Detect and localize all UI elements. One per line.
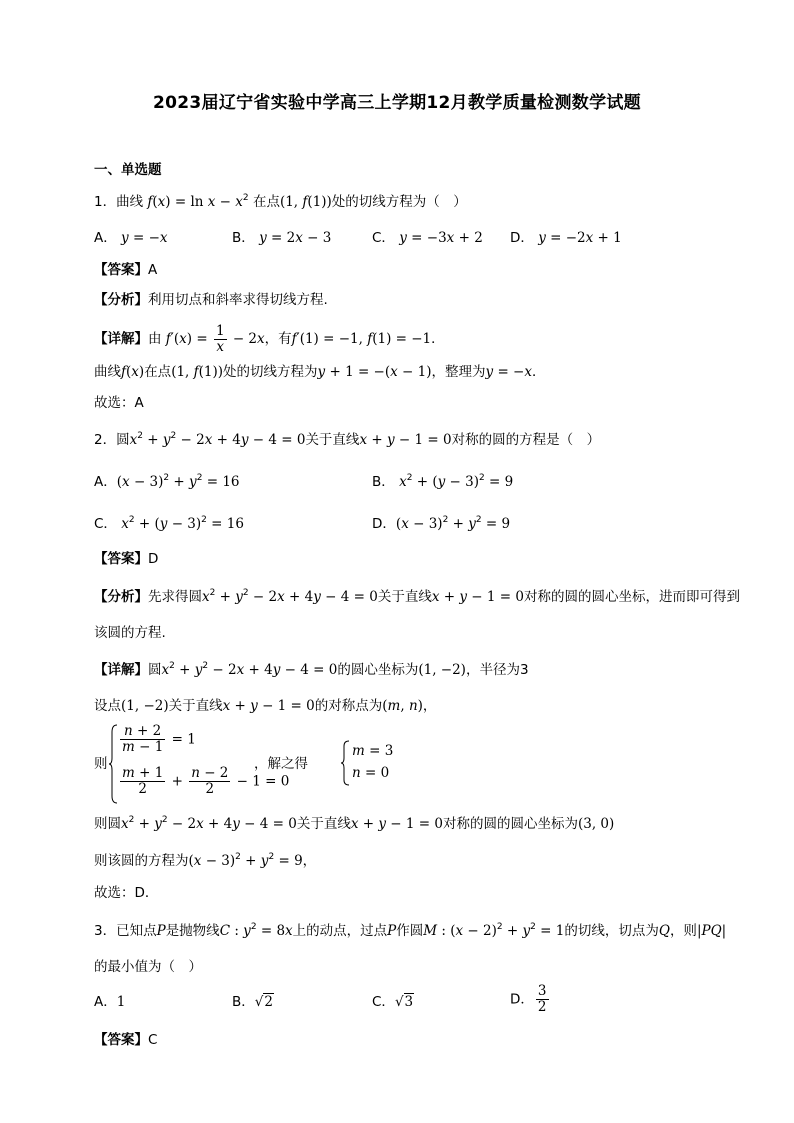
page-title: 2023届辽宁省实验中学高三上学期12月教学质量检测数学试题 <box>153 93 641 113</box>
question-1-analysis: 【分析】利用切点和斜率求得切线方程. <box>94 292 328 308</box>
left-brace-icon-2 <box>340 740 350 786</box>
question-1-detail: 【详解】由 f′(x) = $\frac{1}{x}$ − 2x，有f′(1) = −1, f(1) = −1． <box>94 322 445 355</box>
question-3-option-a: A．1 <box>94 994 126 1010</box>
question-2-option-a: A．$(x - 3)^2 + y^2 = 16$ <box>94 473 240 490</box>
question-2-analysis: 【分析】先求得圆$x^2 + y^2 - 2x + 4y - 4 = 0$关于直线x + y − 1 = 0对称的圆的圆心坐标，进而即可得到 <box>94 588 740 605</box>
question-2-option-b: B． $x^2 + (y - 3)^2 = 9$ <box>372 473 514 490</box>
question-2-detail-2: 设点(1, −2)关于直线x + y − 1 = 0的对称点为(m, n)， <box>94 698 437 714</box>
question-2-answer: 【答案】D <box>94 551 159 567</box>
question-2-detail-3: 则圆$x^2 + y^2 - 2x + 4y - 4 = 0$关于直线x + y − 1 = 0对称的圆的圆心坐标为(3, 0) <box>94 815 615 832</box>
question-1-option-a: A． y = −x <box>94 230 168 246</box>
question-3-answer: 【答案】C <box>94 1032 158 1048</box>
question-3-stem: 3．已知点P是抛物线C : $y^2 = 8x$上的动点，过点P作圆M : $(x - 2)^2 + y^2 = 1$的切线，切点为Q，则|PQ| <box>94 922 727 939</box>
question-1-detail-2: 曲线f(x)在点(1, f(1))处的切线方程为y + 1 = −(x − 1)，整理为y = −x． <box>94 364 546 380</box>
question-3-option-d: D． $\frac{3}{2}$ <box>510 983 547 1015</box>
question-3-option-c: C．√3 <box>372 994 414 1010</box>
question-3-option-b: B．√2 <box>232 994 273 1010</box>
question-2-stem: 2．圆$x^2 + y^2 - 2x + 4y - 4 = 0$关于直线x + y − 1 = 0对称的圆的方程是（ ） <box>94 431 601 448</box>
question-2-option-d: D．$(x - 3)^2 + y^2 = 9$ <box>372 515 511 532</box>
question-2-analysis-2: 该圆的方程. <box>94 625 166 641</box>
question-1-option-c: C． y = −3x + 2 <box>372 230 483 246</box>
question-3-stem-2: 的最小值为（ ） <box>94 959 202 975</box>
question-2-choice: 故选：D． <box>94 885 159 901</box>
section-heading: 一、单选题 <box>94 162 162 178</box>
question-2-option-c: C． $x^2 + (y - 3)^2 = 16$ <box>94 515 244 532</box>
question-1-choice: 故选：A <box>94 395 144 411</box>
question-1-option-b: B． y = 2x − 3 <box>232 230 332 246</box>
left-brace-icon <box>108 724 118 804</box>
question-1-answer: 【答案】A <box>94 262 158 278</box>
question-2-detail-4: 则该圆的方程为$(x - 3)^2 + y^2 = 9$， <box>94 852 317 869</box>
question-1-stem: 1．曲线 $f(x) = \ln x - x^2$ 在点(1, f(1))处的切线方程为（ ） <box>94 193 467 210</box>
question-1-option-d: D． y = −2x + 1 <box>510 230 622 246</box>
question-2-detail: 【详解】圆$x^2 + y^2 - 2x + 4y - 4 = 0$的圆心坐标为(1, −2)，半径为3 <box>94 661 529 678</box>
